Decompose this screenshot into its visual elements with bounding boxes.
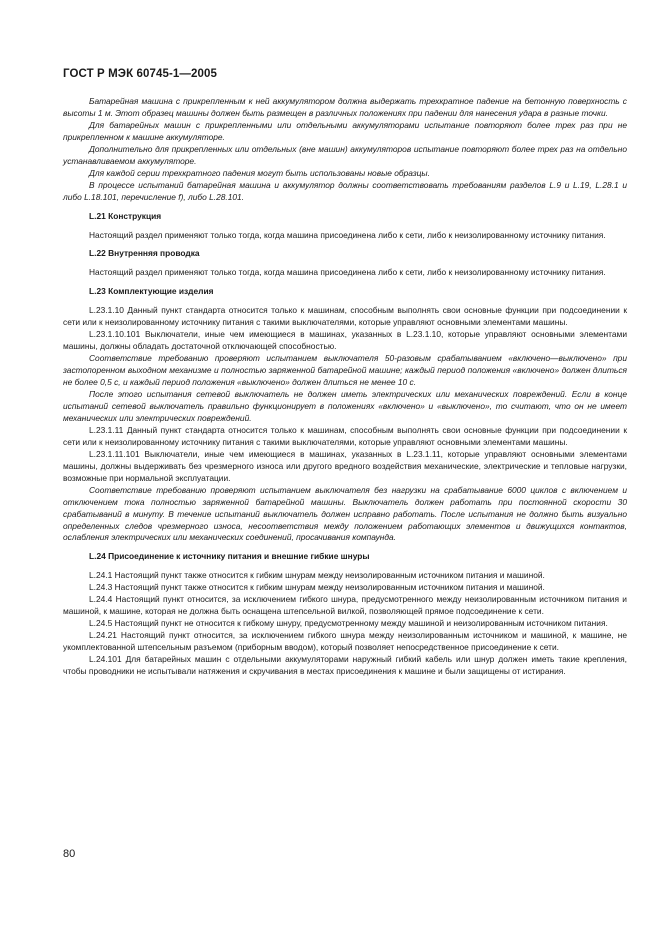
section-heading-l21: L.21 Конструкция	[89, 210, 162, 221]
section-paragraph: L.23.1.11 Данный пункт стандарта относится только к машинам, способным выполнять свои основные функции при подсоединении к сети или к неизолированному источнику питания с такими выключателями, которые управляют основными элементами машины.	[63, 424, 627, 447]
section-heading-l22: L.22 Внутренняя проводка	[89, 248, 200, 259]
section-paragraph: Настоящий раздел применяют только тогда, когда машина присоединена либо к сети, либо к неизолированному источнику питания.	[89, 267, 606, 278]
intro-paragraph: Дополнительно для прикрепленных или отдельных (вне машин) аккумуляторов испытание повторяют более трех раз на отдельно устанавливаемом аккумуляторе.	[63, 143, 627, 166]
section-paragraph: Настоящий раздел применяют только тогда, когда машина присоединена либо к сети, либо к неизолированному источнику питания.	[89, 229, 606, 240]
intro-paragraph: Для батарейных машин с прикрепленными или отдельными аккумуляторами испытание повторяют более трех раз при не прикрепленном к машине аккумуляторе.	[63, 119, 627, 142]
section-paragraph: L.24.21 Настоящий пункт относится, за исключением гибкого шнура между неизолированным источником и машиной, к машине, не укомплектованной штепсельным разъемом (приборным вводом), который позволяет непосредственное присоединение к сети.	[63, 630, 627, 653]
section-paragraph: L.23.1.11.101 Выключатели, иные чем имеющиеся в машинах, указанных в L.23.1.11, которые управляют основными элементами машины, должны выдерживать без чрезмерного износа или другого вредного воздействия механические, электрические и тепловые нагрузки, возможные при нормальной эксплуатации.	[63, 448, 627, 483]
section-paragraph: L.24.1 Настоящий пункт также относится к гибким шнурам между неизолированным источником питания и машиной.	[89, 570, 545, 581]
section-paragraph: L.24.5 Настоящий пункт не относится к гибкому шнуру, предусмотренному между машиной и неизолированным источником питания.	[89, 618, 608, 629]
section-paragraph: L.24.3 Настоящий пункт также относится к гибким шнурам между неизолированным источником питания и машиной.	[89, 582, 545, 593]
compliance-paragraph: Соответствие требованию проверяют испытанием выключателя 50-разовым срабатыванием «включено—выключено» при застопоренном выходном механизме и полностью заряженной батарейной машине; каждый период положения «включено» должен длиться не более 0,5 с, и каждый период положения «выключено» должен длиться не менее 10 с.	[63, 353, 627, 388]
section-paragraph: L.23.1.10.101 Выключатели, иные чем имеющиеся в машинах, указанных в L.23.1.10, которые управляют основными элементами машины, должны обладать достаточной отключающей способностью.	[63, 329, 627, 352]
section-heading-l23: L.23 Комплектующие изделия	[89, 286, 214, 297]
compliance-paragraph: После этого испытания сетевой выключатель не должен иметь электрических или механических повреждений. Если в конце испытаний сетевой выключатель правильно функционирует в положениях «включено» и «выключено», то считают, что он не имеет механических или электрических повреждений.	[63, 389, 627, 423]
section-paragraph: L.23.1.10 Данный пункт стандарта относится только к машинам, способным выполнять свои основные функции при подсоединении к сети или к неизолированному источнику питания с такими выключателями, которые управляют основными элементами машины.	[63, 305, 627, 328]
intro-paragraph: Для каждой серии трехкратного падения могут быть использованы новые образцы.	[89, 167, 430, 178]
section-paragraph: L.24.4 Настоящий пункт относится, за исключением гибкого шнура, предусмотренного между неизолированным источником питания и машиной, к машине, которая не должна быть оснащена штепсельной вилкой, позволяющей прямое подсоединение к сети.	[63, 594, 627, 617]
compliance-paragraph: Соответствие требованию проверяют испытанием выключателя без нагрузки на срабатывание 6000 циклов с включением и отключением тока полностью заряженной батарейной машины. Выключатель должен работать при постоянной скорости 30 срабатываний в минуту. В течение испытаний выключатель должен исправно работать. После испытания не должно быть визуально определенных следов чрезмерного износа, несоответствия между положением работающих элементов и движущихся контактов, ослабления электрических или механических соединений, просачивания компаунда.	[63, 484, 627, 543]
section-paragraph: L.24.101 Для батарейных машин с отдельными аккумуляторами наружный гибкий кабель или шнур должен иметь такие крепления, чтобы проводники не испытывали натяжения и скручивания в местах присоединения к машине и были защищены от истирания.	[63, 654, 627, 676]
page-number: 80	[63, 848, 76, 860]
intro-paragraph: Батарейная машина с прикрепленным к ней аккумулятором должна выдержать трехкратное падение на бетонную поверхность с высоты 1 м. Этот образец машины должен быть размещен в различных положениях при падении для нанесения удара в разные точки.	[63, 96, 627, 118]
document-body	[63, 96, 627, 678]
document-header: ГОСТ Р МЭК 60745-1—2005	[63, 68, 217, 80]
intro-paragraph: В процессе испытаний батарейная машина и аккумулятор должны соответствовать требованиям разделов L.9 и L.19, L.28.1 и либо L.18.101, перечисление f), либо L.28.101.	[63, 179, 627, 202]
section-heading-l24: L.24 Присоединение к источнику питания и внешние гибкие шнуры	[89, 551, 370, 562]
